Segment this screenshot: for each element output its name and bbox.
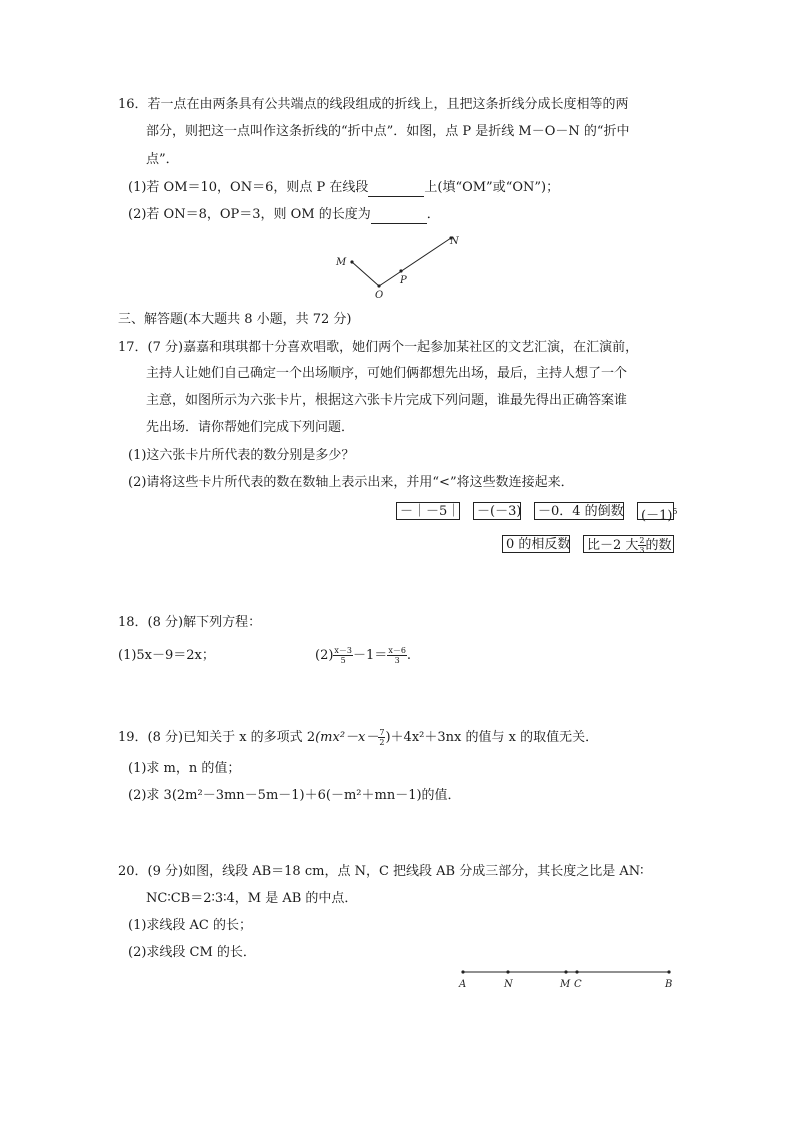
q20-part1: (1)求线段 AC 的长；	[128, 918, 253, 933]
q20-figure	[455, 962, 685, 992]
q17-part2: (2)请将这些卡片所代表的数在数轴上表示出来，并用“<”将这些数连接起来．	[128, 475, 574, 490]
answer-blank[interactable]	[368, 182, 424, 197]
q17-line4: 先出场．请你帮她们完成下列问题．	[146, 420, 355, 435]
q17-line3: 主意，如图所示为六张卡片，根据这六张卡片完成下列问题，谁最先得出正确答案谁	[146, 393, 628, 408]
label-b: B	[665, 979, 673, 990]
q16-figure	[330, 228, 470, 302]
card-6-text2: 的数	[645, 538, 672, 553]
label-p: P	[400, 275, 407, 286]
label-n: N	[504, 979, 513, 990]
q16-part1-prefix: (1)若 OM＝10，ON＝6，则点 P 在线段	[128, 180, 369, 195]
card-2: －(－3)	[473, 502, 521, 520]
q18-part1: (1)5x－9＝2x；	[118, 648, 215, 663]
q20-line1: 20．(9 分)如图，线段 AB＝18 cm，点 N，C 把线段 AB 分成三部分，其长度之比是 AN∶	[118, 864, 644, 879]
q16-line3: 点”．	[146, 152, 179, 167]
q19-close: )	[385, 730, 391, 745]
q16-line1: 16．若一点在由两条具有公共端点的线段组成的折线上，且把这条折线分成长度相等的两	[118, 97, 629, 112]
q19-stem	[118, 723, 598, 749]
q18-fraction-2: $\frac{x-6}{3}$	[388, 646, 406, 665]
q19-part1: (1)求 m，n 的值；	[128, 761, 241, 776]
label-o: O	[375, 290, 384, 301]
q16-line2: 部分，则把这一点叫作这条折线的“折中点”．如图，点 P 是折线 M－O－N 的“折中	[146, 124, 630, 139]
card-4-base: (－1)	[641, 508, 673, 524]
section-heading: 三、解答题(本大题共 8 小题，共 72 分)	[118, 312, 352, 327]
q18-part2-mid: －1＝	[353, 648, 388, 663]
answer-blank[interactable]	[371, 209, 427, 224]
label-a: A	[459, 979, 467, 990]
card-6-fraction: $\frac{2}{3}$	[639, 536, 645, 555]
label-m: M	[336, 257, 347, 268]
q20-part2: (2)求线段 CM 的长．	[128, 945, 256, 960]
q16-part1	[128, 179, 559, 197]
q16-part2	[128, 206, 440, 224]
q19-paren: (mx²－x－	[315, 730, 379, 745]
q18-part2-prefix: (2)	[315, 648, 334, 663]
card-4	[637, 502, 678, 524]
q16-part2-prefix: (2)若 ON＝8，OP＝3，则 OM 的长度为	[128, 207, 371, 222]
q18-title: 18．(8 分)解下列方程：	[118, 615, 262, 630]
q16-part1-suffix: 上(填“OM”或“ON”)；	[424, 180, 560, 195]
q17-line2: 主持人让她们自己确定一个出场顺序，可她们俩都想先出场，最后，主持人想了一个	[146, 366, 628, 381]
label-c: C	[574, 979, 582, 990]
card-1: －｜－5｜	[396, 502, 460, 520]
label-n: N	[450, 236, 459, 247]
card-4-exponent: 5	[672, 507, 678, 516]
card-6	[583, 535, 674, 553]
card-6-text1: 比－2 大	[587, 538, 639, 553]
q18-part2-end: .	[406, 648, 412, 663]
card-3: －0．4 的倒数	[534, 502, 624, 520]
q16-part2-suffix: ．	[426, 207, 440, 222]
q18-fraction-1: $\frac{x-3}{5}$	[334, 646, 353, 665]
q20-line2: NC∶CB＝2∶3∶4，M 是 AB 的中点．	[146, 891, 358, 906]
q17-part1: (1)这六张卡片所代表的数分别是多少？	[128, 448, 355, 463]
card-5: 0 的相反数	[502, 535, 570, 553]
q19-fraction: $\frac{7}{2}$	[379, 728, 385, 747]
q19-part2: (2)求 3(2m²－3mn－5m－1)＋6(－m²＋mn－1)的值．	[128, 788, 461, 803]
q17-line1: 17．(7 分)嘉嘉和琪琪都十分喜欢唱歌，她们两个一起参加某社区的文艺汇演，在汇演前，	[118, 340, 639, 355]
q18-part2	[315, 643, 411, 669]
label-m: M	[560, 979, 571, 990]
q19-prefix: 19．(8 分)已知关于 x 的多项式 2	[118, 730, 316, 745]
q19-rest: ＋4x²＋3nx 的值与 x 的取值无关．	[390, 730, 599, 745]
